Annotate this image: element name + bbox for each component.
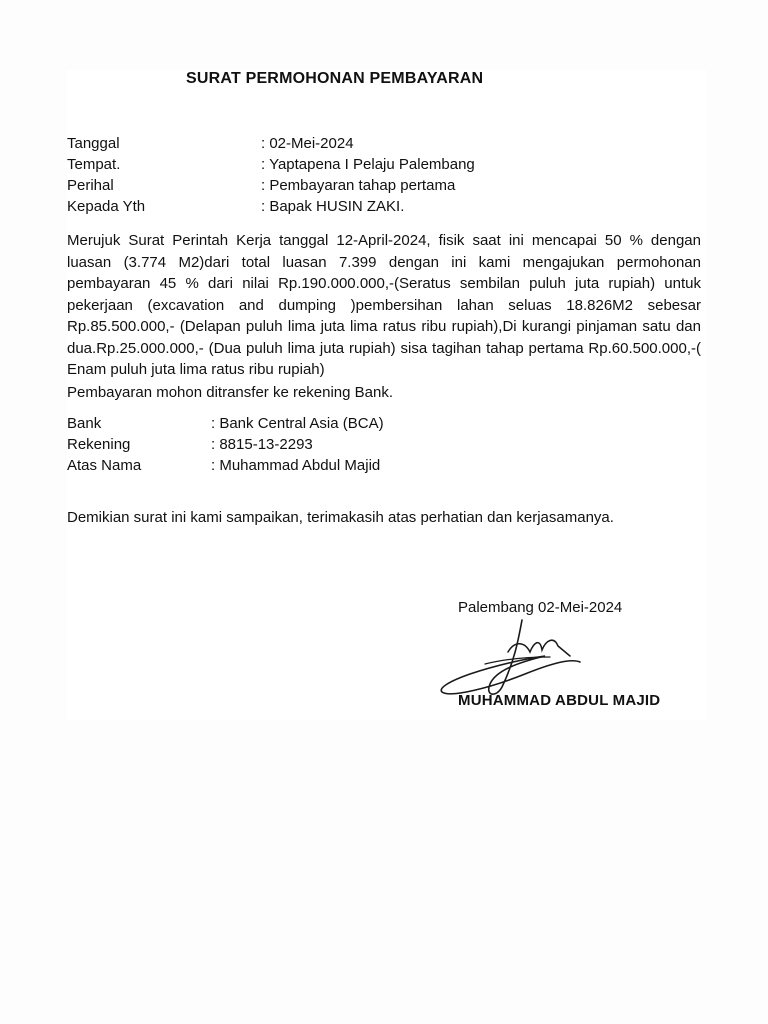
bank-label: Atas Nama <box>67 457 142 474</box>
meta-label: Kepada Yth <box>67 198 146 215</box>
meta-label: Tanggal <box>67 135 120 152</box>
meta-row-subject <box>67 175 475 196</box>
letter-title: SURAT PERMOHONAN PEMBAYARAN <box>186 70 484 87</box>
bank-value: : Muhammad Abdul Majid <box>211 457 381 474</box>
meta-value: : Pembayaran tahap pertama <box>261 177 456 194</box>
meta-label: Tempat. <box>67 156 121 173</box>
bank-details <box>67 413 384 476</box>
bank-row-account <box>67 434 384 455</box>
signature-image <box>430 612 590 702</box>
meta-row-recipient <box>67 196 475 217</box>
closing-text: Demikian surat ini kami sampaikan, terimakasih atas perhatian dan kerjasamanya. <box>67 509 614 526</box>
bank-label: Rekening <box>67 436 131 453</box>
signer-name: MUHAMMAD ABDUL MAJID <box>458 692 661 709</box>
meta-row-place <box>67 154 475 175</box>
meta-value: : Yaptapena I Pelaju Palembang <box>261 156 475 173</box>
meta-value: : Bapak HUSIN ZAKI. <box>261 198 405 215</box>
letter-meta <box>67 133 475 217</box>
bank-row-bank <box>67 413 384 434</box>
place-date: Palembang 02-Mei-2024 <box>458 599 623 616</box>
bank-label: Bank <box>67 415 102 432</box>
transfer-note: Pembayaran mohon ditransfer ke rekening Bank. <box>67 384 394 401</box>
meta-label: Perihal <box>67 177 114 194</box>
meta-value: : 02-Mei-2024 <box>261 135 354 152</box>
bank-value: : 8815-13-2293 <box>211 436 313 453</box>
bank-value: : Bank Central Asia (BCA) <box>211 415 384 432</box>
bank-row-holder <box>67 455 384 476</box>
meta-row-date <box>67 133 475 154</box>
letter-body: Merujuk Surat Perintah Kerja tanggal 12-April-2024, fisik saat ini mencapai 50 % dengan luasan (3.774 M2)dari total luasan 7.399 dengan ini kami mengajukan permohonan pembayaran 45 % dari nilai Rp.190.000.000,-(Seratus sembilan puluh juta rupiah) untuk pekerjaan (excavation and dumping )pembersihan lahan seluas 18.826M2 sebesar Rp.85.500.000,- (Delapan puluh lima juta lima ratus ribu rupiah),Di kurangi pinjaman satu dan dua.Rp.25.000.000,- (Dua puluh lima juta rupiah) sisa tagihan tahap pertama Rp.60.500.000,-( Enam puluh juta lima ratus ribu rupiah) <box>67 232 701 378</box>
